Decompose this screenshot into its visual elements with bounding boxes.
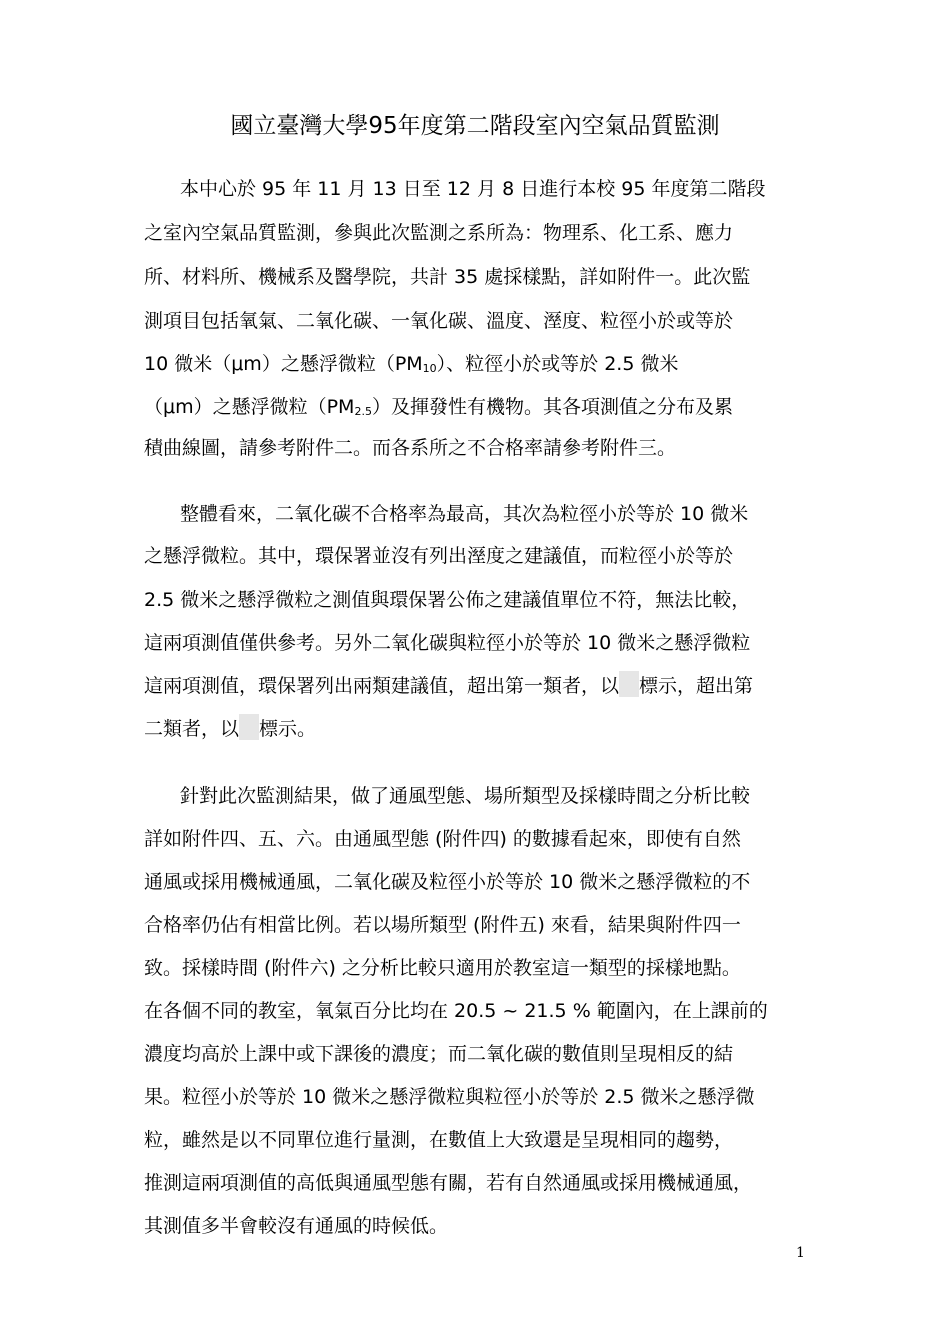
text-segment: 標示，超出第 (639, 675, 754, 697)
paragraph-3-line-8: 果。粒徑小於等於 10 微米之懸浮微粒與粒徑小於等於 2.5 微米之懸浮微 (144, 1086, 755, 1108)
document-title: 國立臺灣大學95年度第二階段室內空氣品質監測 (230, 113, 720, 139)
text-segment: ）、粒徑小於或等於 2.5 微米 (436, 353, 679, 375)
paragraph-3-line-9: 粒，雖然是以不同單位進行量測，在數值上大致還是呈現相同的趨勢， (144, 1129, 734, 1151)
paragraph-3-line-2: 詳如附件四、五、六。由通風型態 (附件四) 的數據看起來，即使有自然 (144, 828, 741, 850)
text-segment: 這兩項測值，環保署列出兩類建議值，超出第一類者，以 (144, 675, 620, 697)
paragraph-1-line-7: 積曲線圖，請參考附件二。而各系所之不合格率請參考附件三。 (144, 437, 677, 459)
paragraph-2-line-3: 2.5 微米之懸浮微粒之測值與環保署公佈之建議值單位不符，無法比較， (144, 589, 751, 611)
subscript-pm10: 10 (422, 362, 437, 375)
paragraph-1-line-3: 所、材料所、機械系及醫學院，共計 35 處採樣點，詳如附件一。此次監 (144, 266, 751, 288)
text-segment: 10 微米（μm）之懸浮微粒（PM (144, 353, 423, 375)
paragraph-3-line-11: 其測值多半會較沒有通風的時候低。 (144, 1215, 449, 1237)
paragraph-3-line-4: 合格率仍佔有相當比例。若以場所類型 (附件五) 來看，結果與附件四一 (144, 914, 741, 936)
paragraph-3-line-7: 濃度均高於上課中或下課後的濃度；而二氧化碳的數值則呈現相反的結 (144, 1043, 734, 1065)
highlight-swatch-class-2 (239, 714, 259, 740)
paragraph-2-line-4: 這兩項測值僅供參考。另外二氧化碳與粒徑小於等於 10 微米之懸浮微粒 (144, 632, 751, 654)
paragraph-3-line-6: 在各個不同的教室，氧氣百分比均在 20.5 ~ 21.5 % 範圍內，在上課前的 (144, 1000, 768, 1022)
paragraph-3-line-1: 針對此次監測結果，做了通風型態、場所類型及採樣時間之分析比較 (180, 785, 751, 807)
paragraph-1-line-2: 之室內空氣品質監測，參與此次監測之系所為：物理系、化工系、應力 (144, 222, 734, 244)
page-number: 1 (796, 1245, 805, 1261)
paragraph-3-line-5: 致。採樣時間 (附件六) 之分析比較只適用於教室這一類型的採樣地點。 (144, 957, 741, 979)
highlight-swatch-class-1 (619, 671, 639, 697)
text-segment: 二類者，以 (144, 718, 240, 740)
paragraph-1-line-1: 本中心於 95 年 11 月 13 日至 12 月 8 日進行本校 95 年度第二階段 (180, 178, 766, 200)
paragraph-1-line-4: 測項目包括氧氣、二氧化碳、一氧化碳、溫度、溼度、粒徑小於或等於 (144, 310, 734, 332)
text-segment: ）及揮發性有機物。其各項測值之分布及累 (371, 396, 733, 418)
paragraph-2-line-2: 之懸浮微粒。其中，環保署並沒有列出溼度之建議值，而粒徑小於等於 (144, 545, 734, 567)
text-segment: 標示。 (259, 718, 317, 740)
paragraph-2-line-1: 整體看來，二氧化碳不合格率為最高，其次為粒徑小於等於 10 微米 (180, 503, 749, 525)
paragraph-2-line-6 (144, 714, 316, 744)
text-segment: （μm）之懸浮微粒（PM (144, 396, 355, 418)
paragraph-3-line-3: 通風或採用機械通風，二氧化碳及粒徑小於等於 10 微米之懸浮微粒的不 (144, 871, 751, 893)
subscript-pm25: 2.5 (354, 405, 372, 418)
paragraph-2-line-5 (144, 671, 753, 701)
paragraph-1-line-6 (144, 392, 733, 422)
paragraph-1-line-5 (144, 349, 678, 379)
paragraph-3-line-10: 推測這兩項測值的高低與通風型態有關，若有自然通風或採用機械通風， (144, 1172, 753, 1194)
